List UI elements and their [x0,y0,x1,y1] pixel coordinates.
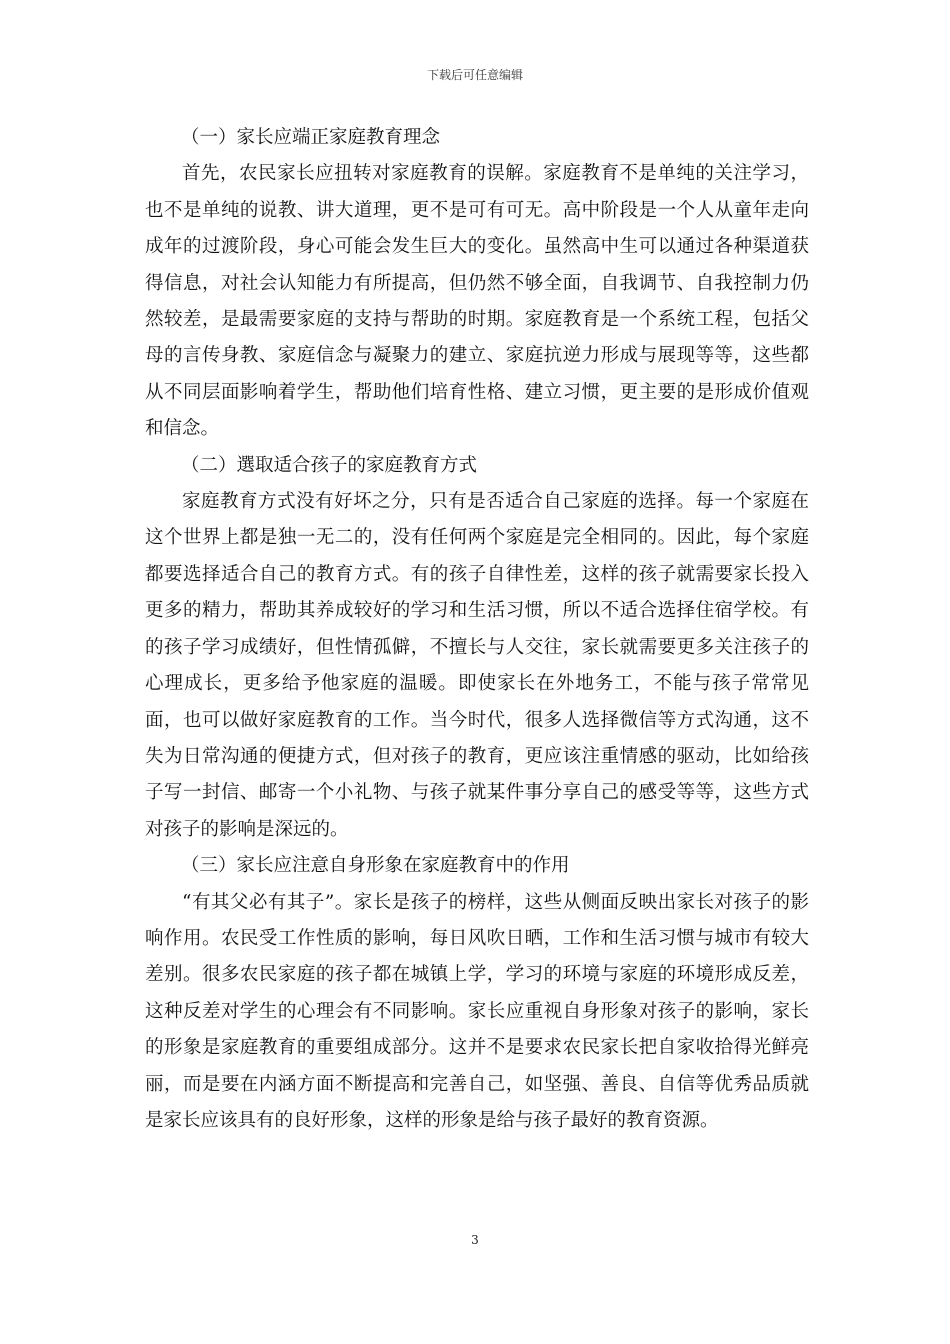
page-header: 下载后可任意编辑 [426,68,523,82]
section-2-heading: （二）選取适合孩子的家庭教育方式 [181,454,478,476]
page-number: 3 [471,1233,479,1247]
document-body [145,120,809,1139]
section-3-heading: （三）家长应注意自身形象在家庭教育中的作用 [181,855,570,877]
section-1-heading: （一）家长应端正家庭教育理念 [181,127,441,148]
section-1-paragraph: 首先，农民家长应扭转对家庭教育的误解。家庭教育不是单纯的关注学习，也不是单纯的说教、讲大道理，更不是可有可无。高中阶段是一个人从童年走向成年的过渡阶段，身心可能会发生巨大的变化。虽然高中生可以通过各种渠道获得信息，对社会认知能力有所提高，但仍然不够全面，自我调节、自我控制力仍然较差，是最需要家庭的支持与帮助的时期。家庭教育是一个系统工程，包括父母的言传身教、家庭信念与凝聚力的建立、家庭抗逆力形成与展现等等，这些都从不同层面影响着学生，帮助他们培育性格、建立习惯，更主要的是形成价值观和信念。 [145,163,809,440]
section-2-paragraph: 家庭教育方式没有好坏之分，只有是否适合自己家庭的选择。每一个家庭在这个世界上都是独一无二的，没有任何两个家庭是完全相同的。因此，每个家庭都要选择适合自己的教育方式。有的孩子自律性差，这样的孩子就需要家长投入更多的精力，帮助其养成较好的学习和生活习惯，所以不适合选择住宿学校。有的孩子学习成绩好，但性情孤僻，不擅长与人交往，家长就需要更多关注孩子的心理成长，更多给予他家庭的温暖。即使家长在外地务工，不能与孩子常常见面，也可以做好家庭教育的工作。当今时代，很多人选择微信等方式沟通，这不失为日常沟通的便捷方式，但对孩子的教育，更应该注重情感的驱动，比如给孩子写一封信、邮寄一个小礼物、与孩子就某件事分享自己的感受等等，这些方式对孩子的影响是深远的。 [145,491,809,840]
section-3-paragraph: “有其父必有其子”。家长是孩子的榜样，这些从侧面反映出家长对孩子的影响作用。农民受工作性质的影响，每日风吹日晒，工作和生活习惯与城市有较大差别。很多农民家庭的孩子都在城镇上学，学习的环境与家庭的环境形成反差，这种反差对学生的心理会有不同影响。家长应重视自身形象对孩子的影响，家长的形象是家庭教育的重要组成部分。这并不是要求农民家长把自家收拾得光鲜亮丽，而是要在内涵方面不断提高和完善自己，如坚强、善良、自信等优秀品质就是家长应该具有的良好形象，这样的形象是给与孩子最好的教育资源。 [145,891,809,1131]
